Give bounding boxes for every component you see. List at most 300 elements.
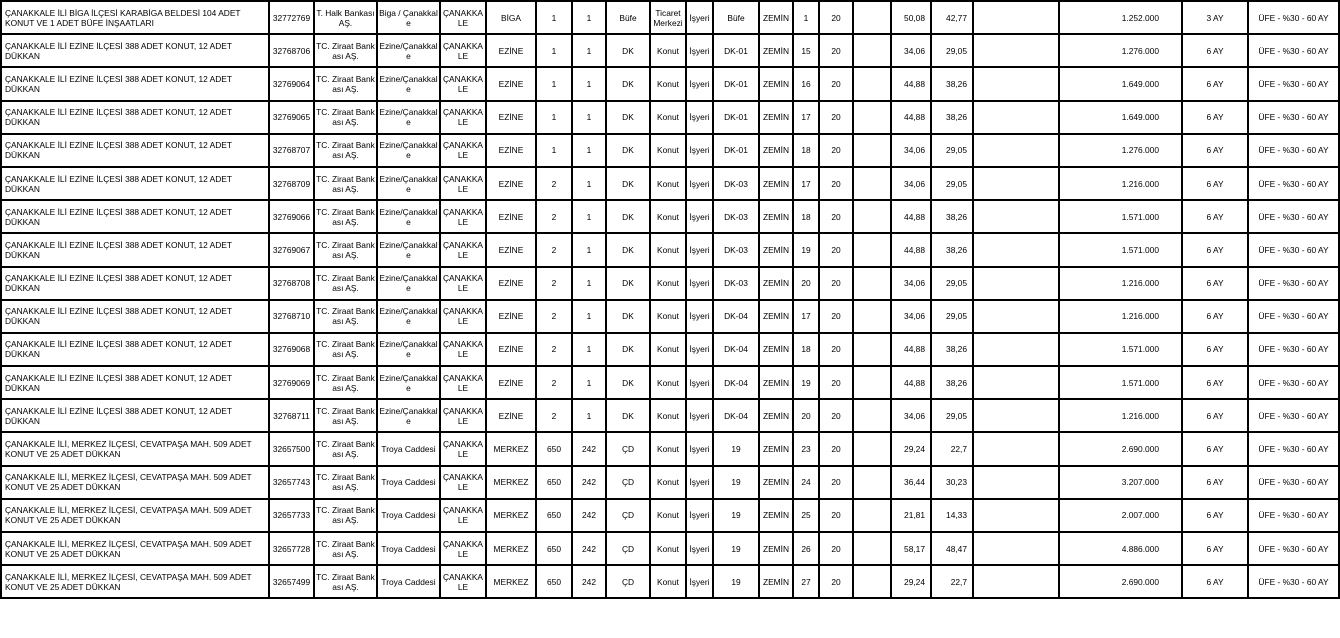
table-row: [1, 67, 1339, 100]
table-row: [1, 200, 1339, 233]
cell-floor: ZEMİN: [759, 67, 793, 100]
cell-tender-no: 32769064: [269, 67, 314, 100]
cell-block-type: DK: [606, 366, 650, 399]
cell-block: 2: [536, 300, 572, 333]
cell-province: ÇANAKKA LE: [440, 532, 486, 565]
cell-block: 2: [536, 233, 572, 266]
cell-section: Konut: [650, 499, 686, 532]
cell-section: Konut: [650, 399, 686, 432]
cell-location: Troya Caddesi: [377, 532, 440, 565]
cell-net-area: 38,26: [931, 101, 973, 134]
cell-door-no: 20: [793, 267, 819, 300]
table-row: [1, 333, 1339, 366]
cell-note: [973, 300, 1059, 333]
cell-tender-no: 32768709: [269, 167, 314, 200]
cell-district: EZİNE: [486, 333, 536, 366]
cell-parcel: 242: [572, 432, 606, 465]
cell-tender-no: 32769067: [269, 233, 314, 266]
cell-bank: TC. Ziraat Bankası AŞ.: [314, 532, 377, 565]
cell-unit-type: İşyeri: [686, 432, 713, 465]
cell-gross-area: 34,06: [891, 300, 931, 333]
cell-tender-no: 32657728: [269, 532, 314, 565]
cell-payment-term: 6 AY: [1182, 134, 1248, 167]
cell-net-area: 29,05: [931, 399, 973, 432]
cell-floor: ZEMİN: [759, 532, 793, 565]
cell-share: 20: [819, 532, 853, 565]
cell-floor: ZEMİN: [759, 233, 793, 266]
cell-section: Konut: [650, 565, 686, 598]
cell-parcel: 1: [572, 233, 606, 266]
cell-district: MERKEZ: [486, 432, 536, 465]
table-row: [1, 233, 1339, 266]
cell-share: 20: [819, 101, 853, 134]
cell-section: Konut: [650, 34, 686, 67]
cell-unit-type: İşyeri: [686, 267, 713, 300]
cell-location: Troya Caddesi: [377, 499, 440, 532]
cell-floor: ZEMİN: [759, 167, 793, 200]
cell-bank: TC. Ziraat Bankası AŞ.: [314, 34, 377, 67]
cell-project-name: ÇANAKKALE İLİ, MERKEZ İLÇESİ, CEVATPAŞA MAH. 509 ADET KONUT VE 25 ADET DÜKKAN: [1, 466, 269, 499]
cell-floor: ZEMİN: [759, 499, 793, 532]
cell-note: [973, 167, 1059, 200]
cell-payment-term: 6 AY: [1182, 399, 1248, 432]
cell-price: 2.007.000: [1059, 499, 1182, 532]
cell-bank: T. Halk Bankası AŞ.: [314, 1, 377, 34]
cell-price: 3.207.000: [1059, 466, 1182, 499]
cell-share: 20: [819, 333, 853, 366]
cell-door-no: 17: [793, 101, 819, 134]
cell-door-no: 19: [793, 366, 819, 399]
cell-unit-no: DK-04: [713, 399, 759, 432]
cell-payment-term: 6 AY: [1182, 499, 1248, 532]
cell-location: Ezine/Çanakkal e: [377, 167, 440, 200]
cell-gross-area: 44,88: [891, 101, 931, 134]
cell-payment-term: 6 AY: [1182, 466, 1248, 499]
cell-block: 650: [536, 565, 572, 598]
cell-door-no: 15: [793, 34, 819, 67]
cell-block: 2: [536, 366, 572, 399]
cell-province: ÇANAKKA LE: [440, 134, 486, 167]
cell-net-area: 38,26: [931, 366, 973, 399]
cell-block-type: DK: [606, 300, 650, 333]
cell-price: 2.690.000: [1059, 432, 1182, 465]
cell-net-area: 22,7: [931, 565, 973, 598]
table-body: [1, 1, 1339, 598]
cell-floor: ZEMİN: [759, 565, 793, 598]
cell-payment-term: 6 AY: [1182, 532, 1248, 565]
cell-unit-no: DK-04: [713, 366, 759, 399]
cell-price: 1.571.000: [1059, 366, 1182, 399]
cell-gross-area: 21,81: [891, 499, 931, 532]
cell-note: [973, 233, 1059, 266]
cell-installment-terms: ÜFE - %30 - 60 AY: [1248, 532, 1339, 565]
cell-net-area: 29,05: [931, 267, 973, 300]
cell-province: ÇANAKKA LE: [440, 34, 486, 67]
cell-note: [973, 432, 1059, 465]
cell-bank: TC. Ziraat Bankası AŞ.: [314, 67, 377, 100]
cell-project-name: ÇANAKKALE İLİ EZİNE İLÇESİ 388 ADET KONUT, 12 ADET DÜKKAN: [1, 366, 269, 399]
cell-extra: [853, 300, 891, 333]
cell-share: 20: [819, 366, 853, 399]
cell-door-no: 16: [793, 67, 819, 100]
cell-province: ÇANAKKA LE: [440, 67, 486, 100]
cell-project-name: ÇANAKKALE İLİ, MERKEZ İLÇESİ, CEVATPAŞA MAH. 509 ADET KONUT VE 25 ADET DÜKKAN: [1, 532, 269, 565]
cell-net-area: 30,23: [931, 466, 973, 499]
cell-location: Ezine/Çanakkal e: [377, 366, 440, 399]
cell-parcel: 1: [572, 67, 606, 100]
cell-tender-no: 32768710: [269, 300, 314, 333]
cell-bank: TC. Ziraat Bankası AŞ.: [314, 499, 377, 532]
cell-tender-no: 32768711: [269, 399, 314, 432]
cell-district: MERKEZ: [486, 565, 536, 598]
cell-unit-type: İşyeri: [686, 200, 713, 233]
cell-gross-area: 29,24: [891, 432, 931, 465]
cell-location: Ezine/Çanakkal e: [377, 333, 440, 366]
cell-door-no: 1: [793, 1, 819, 34]
cell-price: 1.571.000: [1059, 233, 1182, 266]
cell-province: ÇANAKKA LE: [440, 333, 486, 366]
cell-payment-term: 6 AY: [1182, 333, 1248, 366]
cell-unit-no: DK-01: [713, 101, 759, 134]
cell-province: ÇANAKKA LE: [440, 167, 486, 200]
cell-unit-no: DK-03: [713, 200, 759, 233]
cell-tender-no: 32769069: [269, 366, 314, 399]
cell-block-type: Büfe: [606, 1, 650, 34]
cell-unit-no: 19: [713, 466, 759, 499]
cell-net-area: 38,26: [931, 200, 973, 233]
cell-floor: ZEMİN: [759, 466, 793, 499]
cell-note: [973, 101, 1059, 134]
cell-district: EZİNE: [486, 67, 536, 100]
cell-bank: TC. Ziraat Bankası AŞ.: [314, 333, 377, 366]
cell-project-name: ÇANAKKALE İLİ EZİNE İLÇESİ 388 ADET KONUT, 12 ADET DÜKKAN: [1, 101, 269, 134]
cell-installment-terms: ÜFE - %30 - 60 AY: [1248, 267, 1339, 300]
cell-tender-no: 32657733: [269, 499, 314, 532]
cell-gross-area: 44,88: [891, 366, 931, 399]
cell-bank: TC. Ziraat Bankası AŞ.: [314, 134, 377, 167]
cell-parcel: 1: [572, 267, 606, 300]
table-row: [1, 499, 1339, 532]
cell-installment-terms: ÜFE - %30 - 60 AY: [1248, 200, 1339, 233]
cell-price: 1.216.000: [1059, 399, 1182, 432]
cell-location: Troya Caddesi: [377, 565, 440, 598]
cell-floor: ZEMİN: [759, 34, 793, 67]
cell-unit-no: DK-03: [713, 233, 759, 266]
cell-note: [973, 1, 1059, 34]
cell-installment-terms: ÜFE - %30 - 60 AY: [1248, 67, 1339, 100]
cell-installment-terms: ÜFE - %30 - 60 AY: [1248, 432, 1339, 465]
cell-door-no: 19: [793, 233, 819, 266]
cell-project-name: ÇANAKKALE İLİ EZİNE İLÇESİ 388 ADET KONUT, 12 ADET DÜKKAN: [1, 300, 269, 333]
cell-tender-no: 32657500: [269, 432, 314, 465]
cell-door-no: 23: [793, 432, 819, 465]
cell-district: EZİNE: [486, 200, 536, 233]
table-row: [1, 565, 1339, 598]
cell-unit-no: 19: [713, 565, 759, 598]
table-row: [1, 300, 1339, 333]
cell-unit-type: İşyeri: [686, 499, 713, 532]
cell-extra: [853, 366, 891, 399]
cell-location: Ezine/Çanakkal e: [377, 267, 440, 300]
cell-province: ÇANAKKA LE: [440, 565, 486, 598]
cell-door-no: 18: [793, 333, 819, 366]
cell-gross-area: 58,17: [891, 532, 931, 565]
cell-door-no: 25: [793, 499, 819, 532]
cell-block-type: ÇD: [606, 532, 650, 565]
cell-share: 20: [819, 167, 853, 200]
cell-price: 1.571.000: [1059, 333, 1182, 366]
cell-share: 20: [819, 200, 853, 233]
cell-parcel: 242: [572, 499, 606, 532]
cell-share: 20: [819, 499, 853, 532]
cell-section: Konut: [650, 200, 686, 233]
cell-extra: [853, 101, 891, 134]
cell-net-area: 38,26: [931, 233, 973, 266]
cell-net-area: 42,77: [931, 1, 973, 34]
cell-block-type: DK: [606, 267, 650, 300]
cell-price: 1.216.000: [1059, 267, 1182, 300]
cell-tender-no: 32772769: [269, 1, 314, 34]
cell-tender-no: 32768706: [269, 34, 314, 67]
cell-section: Konut: [650, 233, 686, 266]
cell-share: 20: [819, 432, 853, 465]
cell-block: 2: [536, 267, 572, 300]
cell-block-type: DK: [606, 134, 650, 167]
cell-unit-type: İşyeri: [686, 67, 713, 100]
table-row: [1, 101, 1339, 134]
cell-bank: TC. Ziraat Bankası AŞ.: [314, 466, 377, 499]
table-row: [1, 432, 1339, 465]
cell-unit-type: İşyeri: [686, 101, 713, 134]
cell-tender-no: 32769066: [269, 200, 314, 233]
cell-block-type: ÇD: [606, 499, 650, 532]
table-row: [1, 1, 1339, 34]
cell-share: 20: [819, 399, 853, 432]
cell-price: 1.216.000: [1059, 167, 1182, 200]
cell-block: 1: [536, 134, 572, 167]
cell-district: EZİNE: [486, 399, 536, 432]
cell-unit-no: 19: [713, 432, 759, 465]
cell-province: ÇANAKKA LE: [440, 466, 486, 499]
table-row: [1, 532, 1339, 565]
cell-province: ÇANAKKA LE: [440, 200, 486, 233]
cell-bank: TC. Ziraat Bankası AŞ.: [314, 300, 377, 333]
cell-gross-area: 44,88: [891, 200, 931, 233]
cell-floor: ZEMİN: [759, 267, 793, 300]
cell-section: Konut: [650, 101, 686, 134]
cell-installment-terms: ÜFE - %30 - 60 AY: [1248, 366, 1339, 399]
cell-block: 2: [536, 200, 572, 233]
cell-price: 1.649.000: [1059, 101, 1182, 134]
cell-district: BİGA: [486, 1, 536, 34]
cell-block: 650: [536, 432, 572, 465]
cell-bank: TC. Ziraat Bankası AŞ.: [314, 200, 377, 233]
cell-tender-no: 32657743: [269, 466, 314, 499]
cell-installment-terms: ÜFE - %30 - 60 AY: [1248, 399, 1339, 432]
cell-unit-no: 19: [713, 499, 759, 532]
cell-installment-terms: ÜFE - %30 - 60 AY: [1248, 1, 1339, 34]
cell-installment-terms: ÜFE - %30 - 60 AY: [1248, 101, 1339, 134]
cell-unit-no: 19: [713, 532, 759, 565]
cell-province: ÇANAKKA LE: [440, 399, 486, 432]
cell-installment-terms: ÜFE - %30 - 60 AY: [1248, 34, 1339, 67]
cell-parcel: 1: [572, 167, 606, 200]
cell-unit-no: DK-03: [713, 167, 759, 200]
cell-installment-terms: ÜFE - %30 - 60 AY: [1248, 167, 1339, 200]
cell-section: Konut: [650, 67, 686, 100]
cell-unit-no: DK-04: [713, 300, 759, 333]
cell-province: ÇANAKKA LE: [440, 432, 486, 465]
cell-block-type: ÇD: [606, 466, 650, 499]
cell-installment-terms: ÜFE - %30 - 60 AY: [1248, 333, 1339, 366]
cell-location: Biga / Çanakkale: [377, 1, 440, 34]
cell-unit-type: İşyeri: [686, 466, 713, 499]
cell-project-name: ÇANAKKALE İLİ EZİNE İLÇESİ 388 ADET KONUT, 12 ADET DÜKKAN: [1, 233, 269, 266]
cell-location: Ezine/Çanakkal e: [377, 101, 440, 134]
cell-gross-area: 44,88: [891, 233, 931, 266]
cell-block: 1: [536, 1, 572, 34]
cell-unit-type: İşyeri: [686, 532, 713, 565]
cell-bank: TC. Ziraat Bankası AŞ.: [314, 366, 377, 399]
cell-block: 650: [536, 466, 572, 499]
cell-parcel: 1: [572, 34, 606, 67]
cell-parcel: 1: [572, 333, 606, 366]
cell-project-name: ÇANAKKALE İLİ EZİNE İLÇESİ 388 ADET KONUT, 12 ADET DÜKKAN: [1, 34, 269, 67]
cell-block-type: DK: [606, 333, 650, 366]
cell-district: MERKEZ: [486, 499, 536, 532]
cell-payment-term: 6 AY: [1182, 34, 1248, 67]
cell-unit-no: DK-01: [713, 34, 759, 67]
cell-block-type: DK: [606, 399, 650, 432]
cell-net-area: 38,26: [931, 333, 973, 366]
cell-section: Konut: [650, 167, 686, 200]
cell-extra: [853, 466, 891, 499]
cell-gross-area: 44,88: [891, 333, 931, 366]
cell-net-area: 29,05: [931, 167, 973, 200]
cell-parcel: 1: [572, 366, 606, 399]
cell-unit-no: DK-03: [713, 267, 759, 300]
cell-net-area: 14,33: [931, 499, 973, 532]
cell-project-name: ÇANAKKALE İLİ, MERKEZ İLÇESİ, CEVATPAŞA MAH. 509 ADET KONUT VE 25 ADET DÜKKAN: [1, 565, 269, 598]
cell-district: EZİNE: [486, 267, 536, 300]
cell-extra: [853, 333, 891, 366]
cell-floor: ZEMİN: [759, 200, 793, 233]
cell-tender-no: 32768707: [269, 134, 314, 167]
cell-note: [973, 565, 1059, 598]
cell-extra: [853, 67, 891, 100]
cell-share: 20: [819, 267, 853, 300]
cell-note: [973, 267, 1059, 300]
cell-province: ÇANAKKA LE: [440, 267, 486, 300]
cell-door-no: 27: [793, 565, 819, 598]
cell-district: MERKEZ: [486, 466, 536, 499]
cell-price: 4.886.000: [1059, 532, 1182, 565]
cell-project-name: ÇANAKKALE İLİ BİGA İLÇESİ KARABİGA BELDESİ 104 ADET KONUT VE 1 ADET BÜFE İNŞAATLARI: [1, 1, 269, 34]
cell-project-name: ÇANAKKALE İLİ EZİNE İLÇESİ 388 ADET KONUT, 12 ADET DÜKKAN: [1, 333, 269, 366]
cell-extra: [853, 399, 891, 432]
cell-payment-term: 6 AY: [1182, 167, 1248, 200]
cell-project-name: ÇANAKKALE İLİ EZİNE İLÇESİ 388 ADET KONUT, 12 ADET DÜKKAN: [1, 267, 269, 300]
cell-net-area: 48,47: [931, 532, 973, 565]
cell-district: EZİNE: [486, 167, 536, 200]
cell-extra: [853, 134, 891, 167]
cell-note: [973, 499, 1059, 532]
cell-location: Ezine/Çanakkal e: [377, 200, 440, 233]
cell-extra: [853, 34, 891, 67]
cell-share: 20: [819, 67, 853, 100]
cell-unit-type: İşyeri: [686, 134, 713, 167]
cell-floor: ZEMİN: [759, 333, 793, 366]
cell-share: 20: [819, 466, 853, 499]
cell-price: 1.252.000: [1059, 1, 1182, 34]
cell-floor: ZEMİN: [759, 300, 793, 333]
cell-installment-terms: ÜFE - %30 - 60 AY: [1248, 134, 1339, 167]
table-row: [1, 399, 1339, 432]
cell-tender-no: 32769065: [269, 101, 314, 134]
cell-block: 2: [536, 167, 572, 200]
cell-parcel: 1: [572, 101, 606, 134]
cell-district: EZİNE: [486, 366, 536, 399]
cell-parcel: 1: [572, 399, 606, 432]
cell-block: 650: [536, 499, 572, 532]
cell-extra: [853, 565, 891, 598]
cell-door-no: 18: [793, 134, 819, 167]
cell-price: 1.216.000: [1059, 300, 1182, 333]
cell-section: Konut: [650, 333, 686, 366]
cell-payment-term: 6 AY: [1182, 267, 1248, 300]
cell-extra: [853, 432, 891, 465]
cell-bank: TC. Ziraat Bankası AŞ.: [314, 432, 377, 465]
table-row: [1, 466, 1339, 499]
cell-district: EZİNE: [486, 134, 536, 167]
cell-location: Ezine/Çanakkal e: [377, 233, 440, 266]
cell-province: ÇANAKKA LE: [440, 101, 486, 134]
cell-unit-type: İşyeri: [686, 233, 713, 266]
cell-note: [973, 34, 1059, 67]
cell-location: Ezine/Çanakkal e: [377, 399, 440, 432]
cell-section: Konut: [650, 134, 686, 167]
cell-door-no: 26: [793, 532, 819, 565]
cell-project-name: ÇANAKKALE İLİ EZİNE İLÇESİ 388 ADET KONUT, 12 ADET DÜKKAN: [1, 167, 269, 200]
cell-extra: [853, 1, 891, 34]
cell-floor: ZEMİN: [759, 1, 793, 34]
cell-project-name: ÇANAKKALE İLİ EZİNE İLÇESİ 388 ADET KONUT, 12 ADET DÜKKAN: [1, 399, 269, 432]
cell-price: 1.571.000: [1059, 200, 1182, 233]
cell-net-area: 29,05: [931, 134, 973, 167]
table-row: [1, 34, 1339, 67]
cell-province: ÇANAKKA LE: [440, 499, 486, 532]
cell-unit-type: İşyeri: [686, 399, 713, 432]
cell-block-type: DK: [606, 167, 650, 200]
cell-gross-area: 36,44: [891, 466, 931, 499]
cell-extra: [853, 200, 891, 233]
cell-unit-no: DK-01: [713, 134, 759, 167]
cell-block-type: ÇD: [606, 432, 650, 465]
cell-share: 20: [819, 34, 853, 67]
cell-section: Konut: [650, 267, 686, 300]
cell-parcel: 1: [572, 1, 606, 34]
cell-note: [973, 366, 1059, 399]
cell-net-area: 22,7: [931, 432, 973, 465]
cell-tender-no: 32769068: [269, 333, 314, 366]
cell-block: 1: [536, 34, 572, 67]
cell-installment-terms: ÜFE - %30 - 60 AY: [1248, 233, 1339, 266]
cell-gross-area: 34,06: [891, 399, 931, 432]
cell-door-no: 18: [793, 200, 819, 233]
cell-share: 20: [819, 565, 853, 598]
cell-extra: [853, 532, 891, 565]
cell-floor: ZEMİN: [759, 366, 793, 399]
